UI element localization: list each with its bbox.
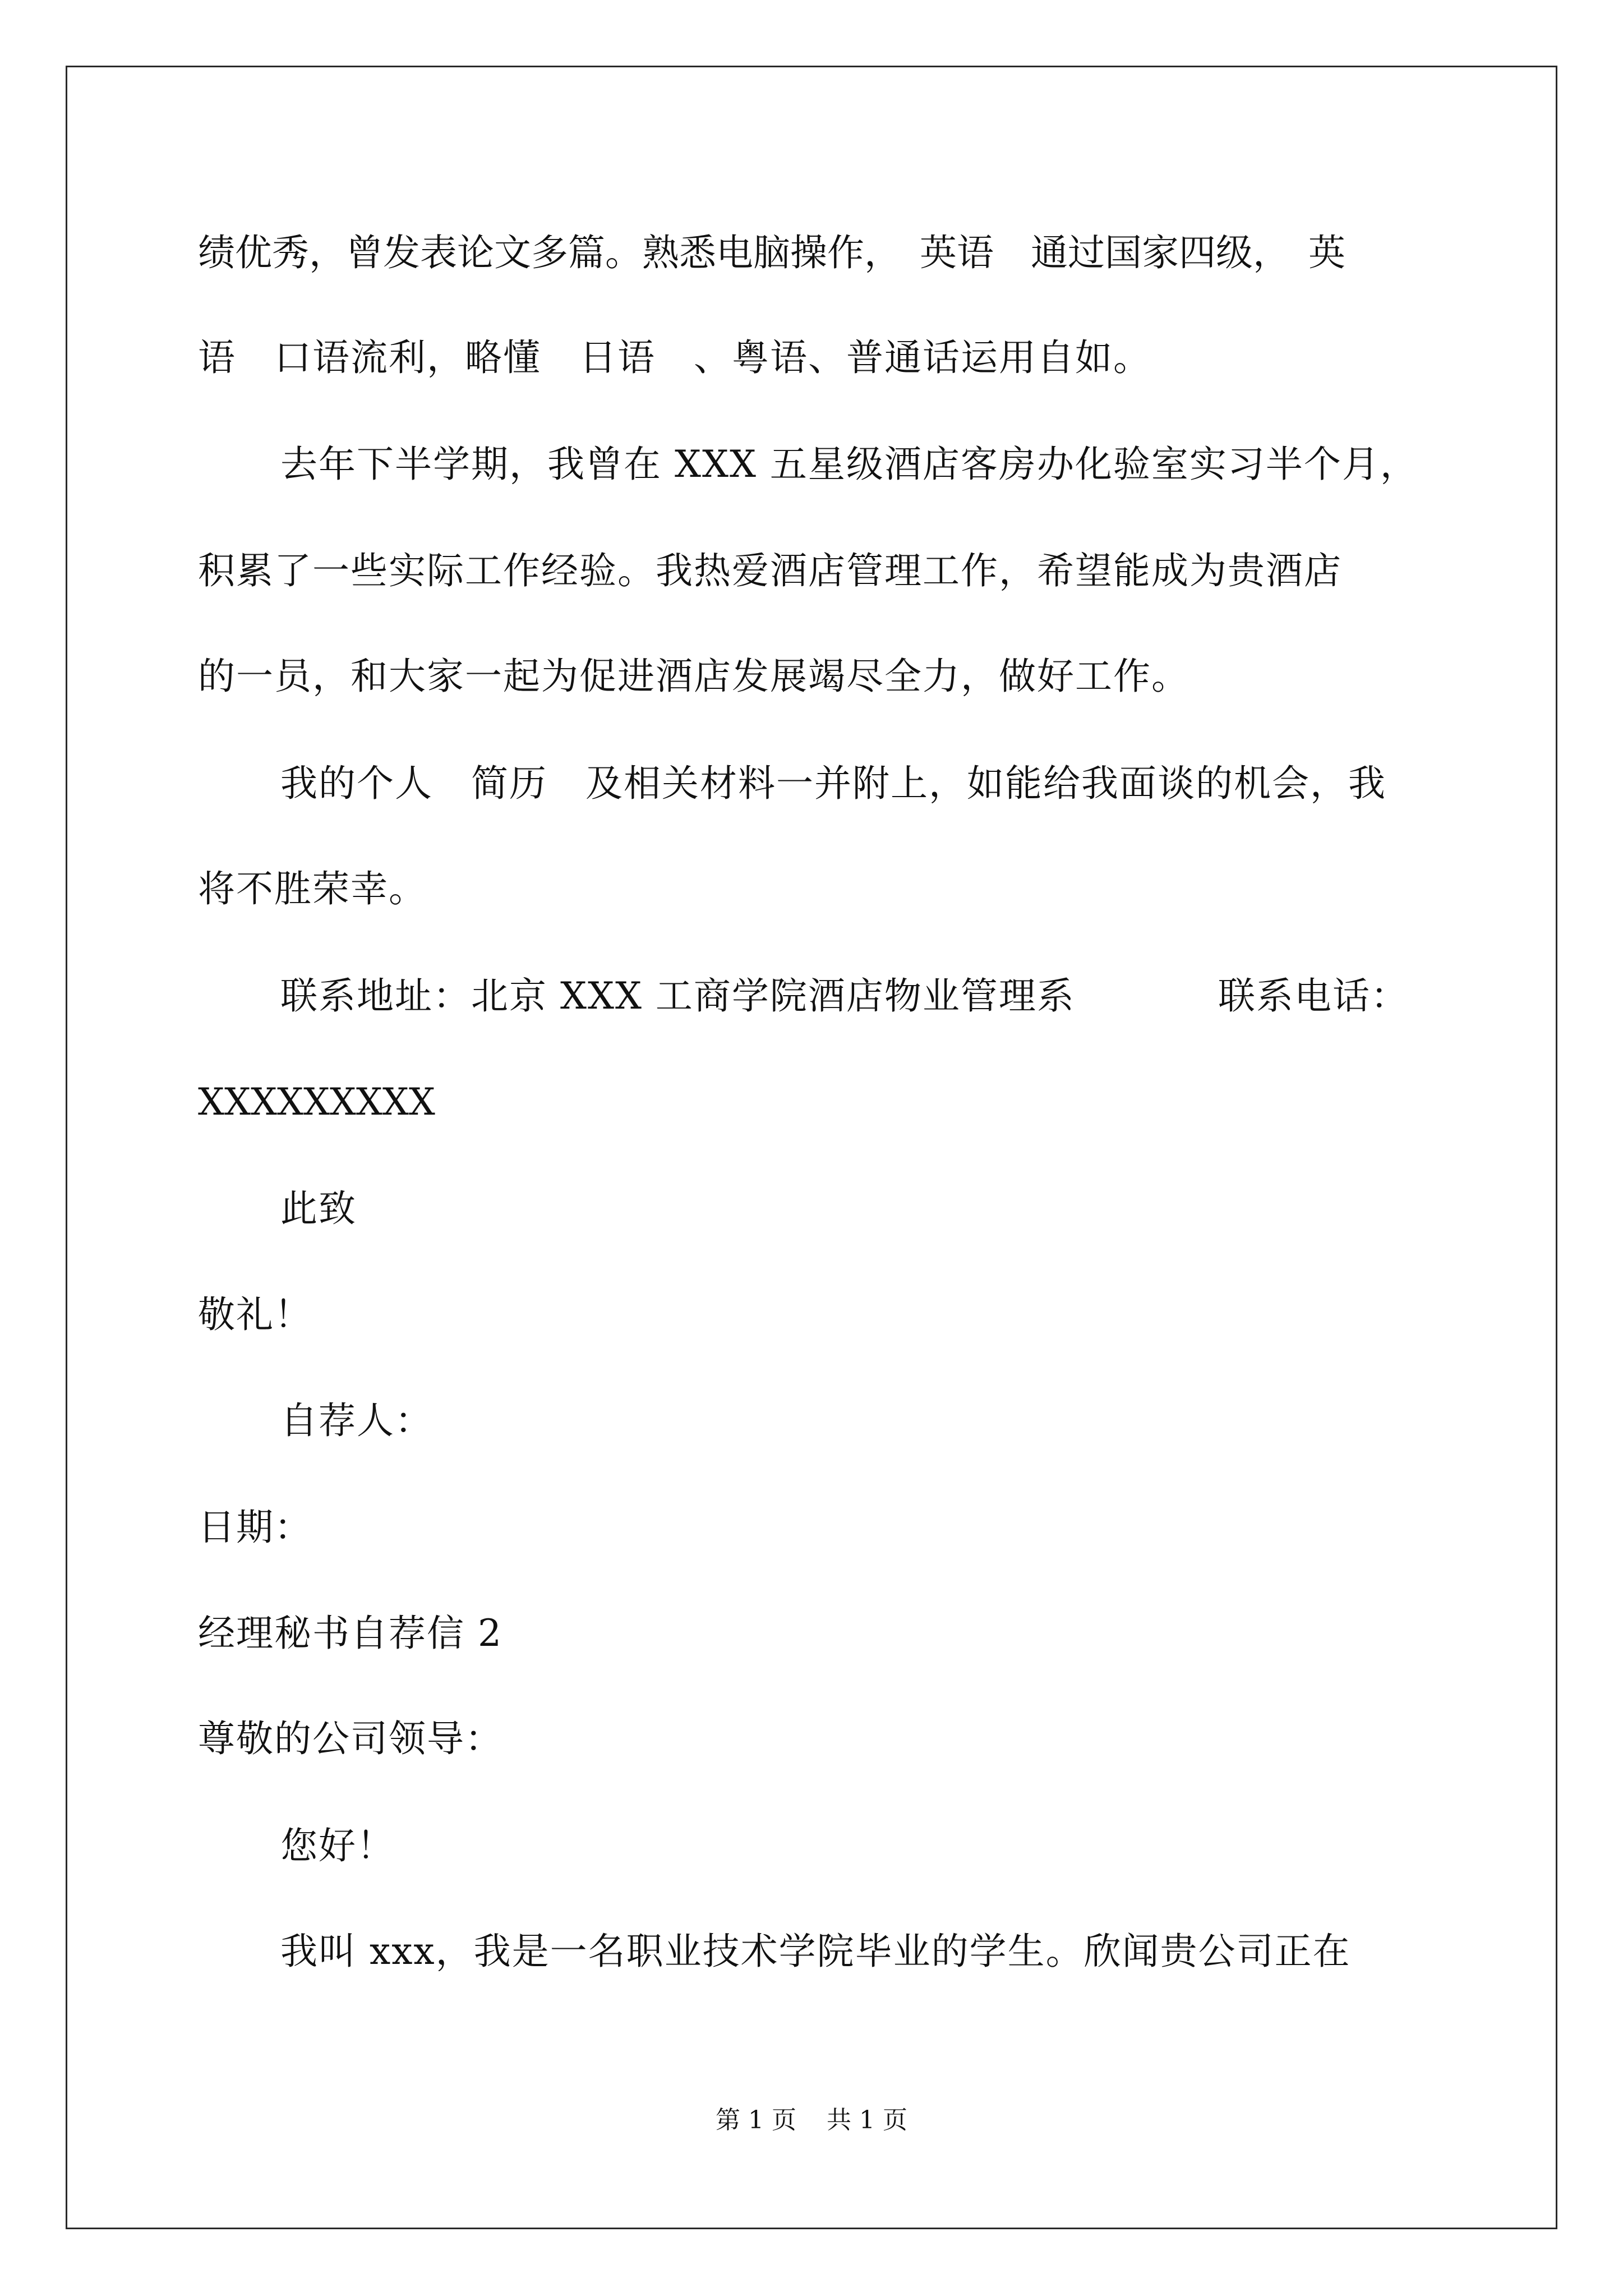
closing-line: 敬礼！ xyxy=(198,1293,312,1336)
paragraph-line: 我的个人 简历 及相关材料一并附上，如能给我面谈的机会，我 xyxy=(280,762,1386,805)
text-run: 绩优秀，曾发表论文多篇。熟悉电脑操作， 英语 通过国家四级， 英 xyxy=(198,231,1345,274)
paragraph-line: 我叫 xxx，我是一名职业技术学院毕业的学生。欣闻贵公司正在 xyxy=(280,1930,1351,1973)
paragraph-line: 语 口语流利，略懂 日语 、粤语、普通话运用自如。 xyxy=(198,336,1151,379)
salutation-line: 尊敬的公司领导： xyxy=(198,1717,503,1760)
contact-address: 联系地址：北京 XXX 工商学院酒店物业管理系 xyxy=(280,974,1075,1018)
signer-line: 自荐人： xyxy=(280,1399,433,1442)
paragraph-line: 去年下半学期，我曾在 XXX 五星级酒店客房办化验室实习半个月， xyxy=(280,443,1418,486)
contact-phone-value: XXXXXXXXX xyxy=(198,1080,435,1124)
page-total: 共 1 页 xyxy=(827,2106,907,2134)
date-line: 日期： xyxy=(198,1506,312,1549)
greeting-line: 您好！ xyxy=(280,1824,395,1867)
page-border xyxy=(66,66,1557,2229)
page-number: 第 1 页 xyxy=(716,2106,796,2134)
section-heading: 经理秘书自荐信 2 xyxy=(198,1612,502,1655)
closing-line: 此致 xyxy=(280,1187,357,1230)
page-footer xyxy=(0,2100,1623,2136)
paragraph-line: 积累了一些实际工作经验。我热爱酒店管理工作，希望能成为贵酒店 xyxy=(198,549,1342,592)
contact-phone-label: 联系电话： xyxy=(1218,974,1409,1018)
paragraph-line: 将不胜荣幸。 xyxy=(198,867,427,910)
paragraph-line: 的一员，和大家一起为促进酒店发展竭尽全力，做好工作。 xyxy=(198,655,1189,698)
paragraph-line xyxy=(198,231,1423,274)
